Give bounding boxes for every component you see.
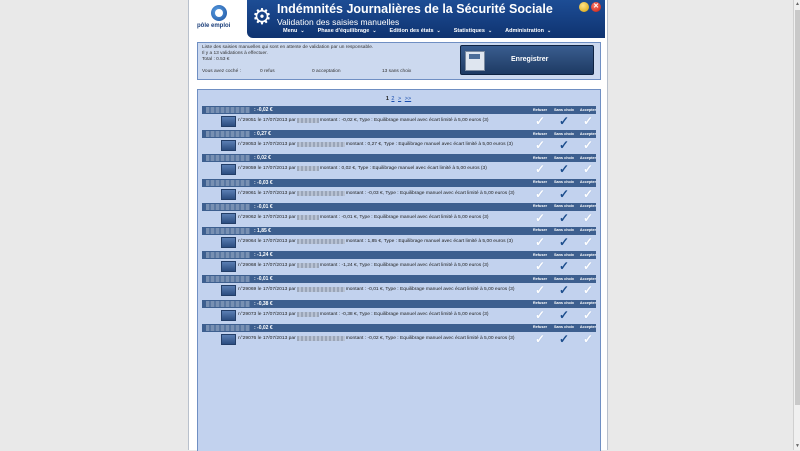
sans-choix-check-icon[interactable]: ✓ [558,210,570,225]
choice-headers [528,132,600,136]
chevron-down-icon: ⌄ [436,28,441,34]
redacted-name [206,325,250,331]
scroll-thumb[interactable] [795,10,800,405]
col-accepter: Accepter [579,204,597,209]
row-description [238,312,488,317]
chevron-down-icon: ⌄ [300,28,305,34]
page-container [188,0,608,450]
refuser-check-icon[interactable]: ✓ [534,234,546,249]
choice-group [528,188,600,200]
choice-group [528,284,600,296]
row-amount: : -1,24 € [254,252,273,259]
info-total: Total : 0.53 € [202,57,230,62]
accepter-check-icon[interactable]: ✓ [582,307,594,322]
redacted-name [206,155,250,161]
col-accepter: Accepter [579,228,597,233]
row-date: 17/07/2013 [262,214,288,220]
row-detail [202,309,596,323]
table-row [202,227,596,251]
row-amount: : -0,03 € [254,179,273,186]
document-icon[interactable] [221,140,236,151]
row-amount: : -0,38 € [254,300,273,307]
row-montant: -0,03 € [367,190,383,196]
row-montant: -0,02 € [341,118,357,123]
scroll-up-icon[interactable]: ▲ [795,1,800,7]
redacted-agent [297,336,345,341]
entries-container [202,106,596,348]
row-date: 17/07/2013 [262,311,288,317]
scroll-down-icon[interactable]: ▼ [795,443,800,449]
col-refuser: Refuser [532,228,548,233]
row-type: , Type : Equilibrage manuel avec écart limité à 5,00 euros (3) [382,335,515,341]
logo-text: pôle emploi [197,23,231,29]
row-description [238,191,514,196]
choice-headers [528,253,600,257]
col-accepter: Accepter [579,301,597,305]
refuser-check-icon[interactable]: ✓ [534,259,546,274]
page-last-link[interactable]: >> [404,96,412,102]
row-description [238,142,513,147]
choice-headers [528,277,600,281]
row-amount: : -0,01 € [254,203,273,210]
accepter-check-icon[interactable]: ✓ [582,210,594,225]
row-description [238,166,487,171]
col-sans-choix: Sans choix [553,107,575,112]
row-amount: : -0,01 € [254,276,273,283]
col-accepter: Accepter [579,252,597,257]
table-row [202,154,596,178]
redacted-name [206,228,250,234]
row-le: le [257,142,262,148]
col-accepter: Accepter [579,180,597,185]
table-row [202,275,596,299]
redacted-agent [297,239,345,244]
row-header-bar [202,130,596,138]
col-sans-choix: Sans choix [553,204,575,209]
accepter-check-icon[interactable]: ✓ [582,259,594,274]
redacted-agent [297,312,319,317]
row-header-bar [202,324,596,332]
row-header-bar [202,300,596,308]
row-number: n°29051 [238,118,257,123]
choice-group [528,333,600,345]
row-montant-label: montant : [345,335,367,341]
header-banner [247,0,605,38]
table-row [202,203,596,227]
redacted-name [206,301,250,307]
page-subtitle: Validation des saisies manuelles [277,17,400,27]
row-number: n°29073 [238,311,257,317]
document-icon[interactable] [221,189,236,200]
row-montant-label: montant : [319,166,341,172]
row-detail [202,212,596,226]
table-row [202,179,596,203]
menu-item-menu[interactable] [283,28,305,34]
sans-choix-check-icon[interactable]: ✓ [558,186,570,201]
row-le: le [257,263,262,269]
row-montant: -0,01 € [341,214,357,220]
row-number: n°29062 [238,214,257,220]
redacted-agent [297,263,319,268]
row-description [238,287,514,292]
menu-item-administration[interactable] [505,28,551,34]
sans-choix-check-icon[interactable]: ✓ [558,234,570,249]
row-date: 17/07/2013 [262,238,288,244]
row-par: par [288,287,296,293]
row-header-bar [202,154,596,162]
row-number: n°29064 [238,238,257,244]
menu-item-equilibrage[interactable] [318,28,377,34]
row-montant-label: montant : [319,263,341,269]
row-date: 17/07/2013 [262,142,288,148]
row-le: le [257,190,262,196]
pagination [198,96,600,102]
accepter-check-icon[interactable]: ✓ [582,186,594,201]
choice-headers [528,108,600,112]
row-amount: : -0,02 € [254,107,273,113]
redacted-agent [297,215,319,220]
col-refuser: Refuser [532,276,548,281]
accepter-check-icon[interactable]: ✓ [582,162,594,177]
main-menu [283,28,564,34]
sans-choix-check-icon[interactable]: ✓ [558,259,570,274]
row-par: par [288,166,296,172]
row-header-bar [202,275,596,283]
col-refuser: Refuser [532,301,548,305]
row-montant: -0,01 € [367,287,383,293]
redacted-agent [297,287,345,292]
choice-headers [528,325,600,329]
row-detail [202,115,596,129]
row-montant: -0,02 € [367,335,383,341]
col-refuser: Refuser [532,131,548,136]
redacted-agent [297,118,319,123]
choice-headers [528,180,600,184]
row-montant-label: montant : [345,190,367,196]
choice-headers [528,301,600,305]
row-amount: : 0,27 € [254,131,271,138]
minimize-icon[interactable] [579,2,589,12]
redacted-name [206,252,250,258]
redacted-agent [297,191,345,196]
redacted-agent [297,142,345,147]
row-le: le [257,287,262,293]
row-type: , Type : Equilibrage manuel avec écart limité à 5,00 euros (3) [381,142,513,148]
page-next-link[interactable]: > [398,96,402,102]
menu-item-statistiques[interactable] [454,28,492,34]
row-type: , Type : Equilibrage manuel avec écart limité à 5,00 euros (3) [381,238,513,244]
row-detail [202,333,596,347]
row-date: 17/07/2013 [262,287,288,293]
table-row [202,106,596,130]
row-montant: -1,24 € [341,263,357,269]
row-number: n°29076 [238,335,257,341]
row-type: , Type : Equilibrage manuel avec écart limité à 5,00 euros (3) [356,214,489,220]
choice-group [528,236,600,248]
row-amount: : 0,02 € [254,155,271,162]
document-icon[interactable] [221,213,236,224]
row-montant-label: montant : [319,214,341,220]
row-montant-label: montant : [319,118,341,123]
row-number: n°29053 [238,142,257,148]
col-refuser: Refuser [532,325,548,330]
row-montant: -0,38 € [341,311,357,317]
document-icon[interactable] [221,164,236,175]
chevron-down-icon: ⌄ [487,28,493,34]
accepter-check-icon[interactable]: ✓ [582,331,594,346]
row-montant: 0,27 € [367,142,382,148]
row-description [238,215,488,220]
sans-choix-check-icon[interactable]: ✓ [558,114,570,128]
document-icon[interactable] [221,237,236,248]
sans-choix-check-icon[interactable]: ✓ [558,162,570,177]
stats-label: Vous avez coché : [202,69,241,74]
redacted-name [206,131,250,137]
choice-group [528,212,600,224]
col-refuser: Refuser [532,252,548,257]
save-icon [465,51,485,71]
col-sans-choix: Sans choix [553,228,575,233]
row-amount: : 1,85 € [254,227,271,234]
row-date: 17/07/2013 [262,335,288,341]
row-amount: : -0,02 € [254,324,273,331]
sans-choix-check-icon[interactable]: ✓ [558,138,570,153]
row-le: le [257,335,262,341]
sans-choix-check-icon[interactable]: ✓ [558,331,570,346]
refuser-check-icon[interactable]: ✓ [534,162,546,177]
row-par: par [288,335,296,341]
table-row [202,324,596,348]
row-par: par [288,214,296,220]
row-number: n°29059 [238,166,257,172]
chevron-down-icon: ⌄ [546,28,552,34]
row-par: par [288,263,296,269]
row-le: le [257,311,262,317]
col-sans-choix: Sans choix [553,155,575,160]
row-type: , Type : Equilibrage manuel avec écart limité à 5,00 euros (3) [355,166,487,172]
col-refuser: Refuser [532,155,548,160]
redacted-name [206,107,250,113]
save-button[interactable] [460,45,594,75]
col-sans-choix: Sans choix [553,325,575,330]
menu-label: Statistiques [453,28,485,34]
logo-icon [211,5,227,21]
refuser-check-icon[interactable]: ✓ [534,114,546,128]
row-detail [202,236,596,250]
col-sans-choix: Sans choix [553,301,575,305]
row-par: par [288,311,296,317]
row-type: , Type : Equilibrage manuel avec écart limité à 5,00 euros (3) [356,263,489,269]
table-row [202,130,596,154]
chevron-down-icon: ⌄ [372,28,377,34]
row-detail [202,284,596,298]
close-icon[interactable]: ✕ [591,2,601,12]
col-sans-choix: Sans choix [553,252,575,257]
scrollbar[interactable] [793,0,800,450]
document-icon[interactable] [221,310,236,321]
row-header-bar [202,251,596,259]
col-accepter: Accepter [579,131,597,136]
col-accepter: Accepter [579,276,597,281]
row-montant: 1,85 € [367,238,382,244]
choice-group [528,260,600,272]
redacted-name [206,204,250,210]
col-refuser: Refuser [532,180,548,185]
row-description [238,263,488,268]
row-type: , Type : Equilibrage manuel avec écart limité à 5,00 euros (3) [382,287,515,293]
col-accepter: Accepter [579,107,597,112]
refuser-check-icon[interactable]: ✓ [534,210,546,225]
redacted-name [206,276,250,282]
row-description [238,336,514,341]
refuser-check-icon[interactable]: ✓ [534,307,546,322]
col-sans-choix: Sans choix [553,276,575,281]
row-montant-label: montant : [345,287,367,293]
row-date: 17/07/2013 [262,166,288,172]
refuser-check-icon[interactable]: ✓ [534,138,546,153]
choice-headers [528,156,600,160]
accepter-check-icon[interactable]: ✓ [582,234,594,249]
col-sans-choix: Sans choix [553,180,575,185]
row-number: n°29061 [238,190,257,196]
row-header-bar [202,227,596,235]
info-panel [197,42,601,80]
accepter-check-icon[interactable]: ✓ [582,138,594,153]
sans-choix-check-icon[interactable]: ✓ [558,307,570,322]
row-header-bar [202,106,596,114]
page-current: 1 [385,96,389,102]
row-description [238,239,513,244]
menu-label: Administration [505,28,544,34]
row-type: , Type : Equilibrage manuel avec écart limité à 5,00 euros (3) [356,311,489,317]
row-detail [202,260,596,274]
row-detail [202,139,596,153]
menu-label: Menu [283,28,298,34]
choice-headers [528,228,600,232]
refuser-check-icon[interactable]: ✓ [534,186,546,201]
selection-stats [202,69,411,74]
info-line-2: Il y a 13 validations à effectuer. [202,51,268,56]
row-type: , Type : Equilibrage manuel avec écart limité à 5,00 euros (3) [382,190,515,196]
choice-group [528,139,600,151]
info-line-1: Liste des saisies manuelles qui sont en attente de validation par un responsable. [202,45,374,50]
stats-sans-choix: 13 sans choix [382,69,412,74]
col-refuser: Refuser [532,107,548,112]
table-row [202,300,596,324]
table-row [202,251,596,275]
row-detail [202,188,596,202]
row-le: le [257,166,262,172]
row-montant: 0,02 € [341,166,356,172]
redacted-name [206,180,250,186]
row-type: , Type : Equilibrage manuel avec écart limité à 5,00 euros (3) [356,118,489,123]
menu-label: Phase d'équilibrage [317,28,370,34]
accepter-check-icon[interactable]: ✓ [582,114,594,128]
document-icon[interactable] [221,116,236,127]
row-le: le [257,214,262,220]
sans-choix-check-icon[interactable]: ✓ [558,283,570,298]
choice-group [528,163,600,175]
validation-list [197,89,601,451]
menu-item-edition[interactable] [390,28,441,34]
row-le: le [257,238,262,244]
row-montant-label: montant : [319,311,341,317]
choice-group [528,309,600,321]
row-date: 17/07/2013 [262,263,288,269]
row-number: n°29068 [238,263,257,269]
row-montant-label: montant : [345,238,367,244]
choice-group [528,115,600,127]
row-par: par [288,190,296,196]
row-montant-label: montant : [345,142,367,148]
save-button-label: Enregistrer [511,56,549,63]
row-detail [202,163,596,177]
row-date: 17/07/2013 [262,190,288,196]
row-par: par [288,238,296,244]
col-accepter: Accepter [579,155,597,160]
document-icon[interactable] [221,285,236,296]
stats-acceptation: 0 acceptation [312,69,341,74]
choice-headers [528,204,600,208]
page-link-2[interactable]: 2 [391,96,395,102]
stats-refus: 0 refus [260,69,275,74]
menu-label: Edition des états [389,28,434,34]
document-icon[interactable] [221,334,236,345]
document-icon[interactable] [221,261,236,272]
row-date: 17/07/2013 [262,118,288,123]
col-accepter: Accepter [579,325,597,330]
col-sans-choix: Sans choix [553,131,575,136]
col-refuser: Refuser [532,204,548,209]
refuser-check-icon[interactable]: ✓ [534,331,546,346]
logo [189,0,247,38]
accepter-check-icon[interactable]: ✓ [582,283,594,298]
row-header-bar [202,179,596,187]
row-number: n°29069 [238,287,257,293]
row-par: par [288,118,296,123]
redacted-agent [297,166,319,171]
gear-icon: ⚙ [252,4,272,29]
row-le: le [257,118,262,123]
row-header-bar [202,203,596,211]
row-description [238,118,488,123]
refuser-check-icon[interactable]: ✓ [534,283,546,298]
row-par: par [288,142,296,148]
page-title: Indémnités Journalières de la Sécurité Sociale [277,2,553,16]
